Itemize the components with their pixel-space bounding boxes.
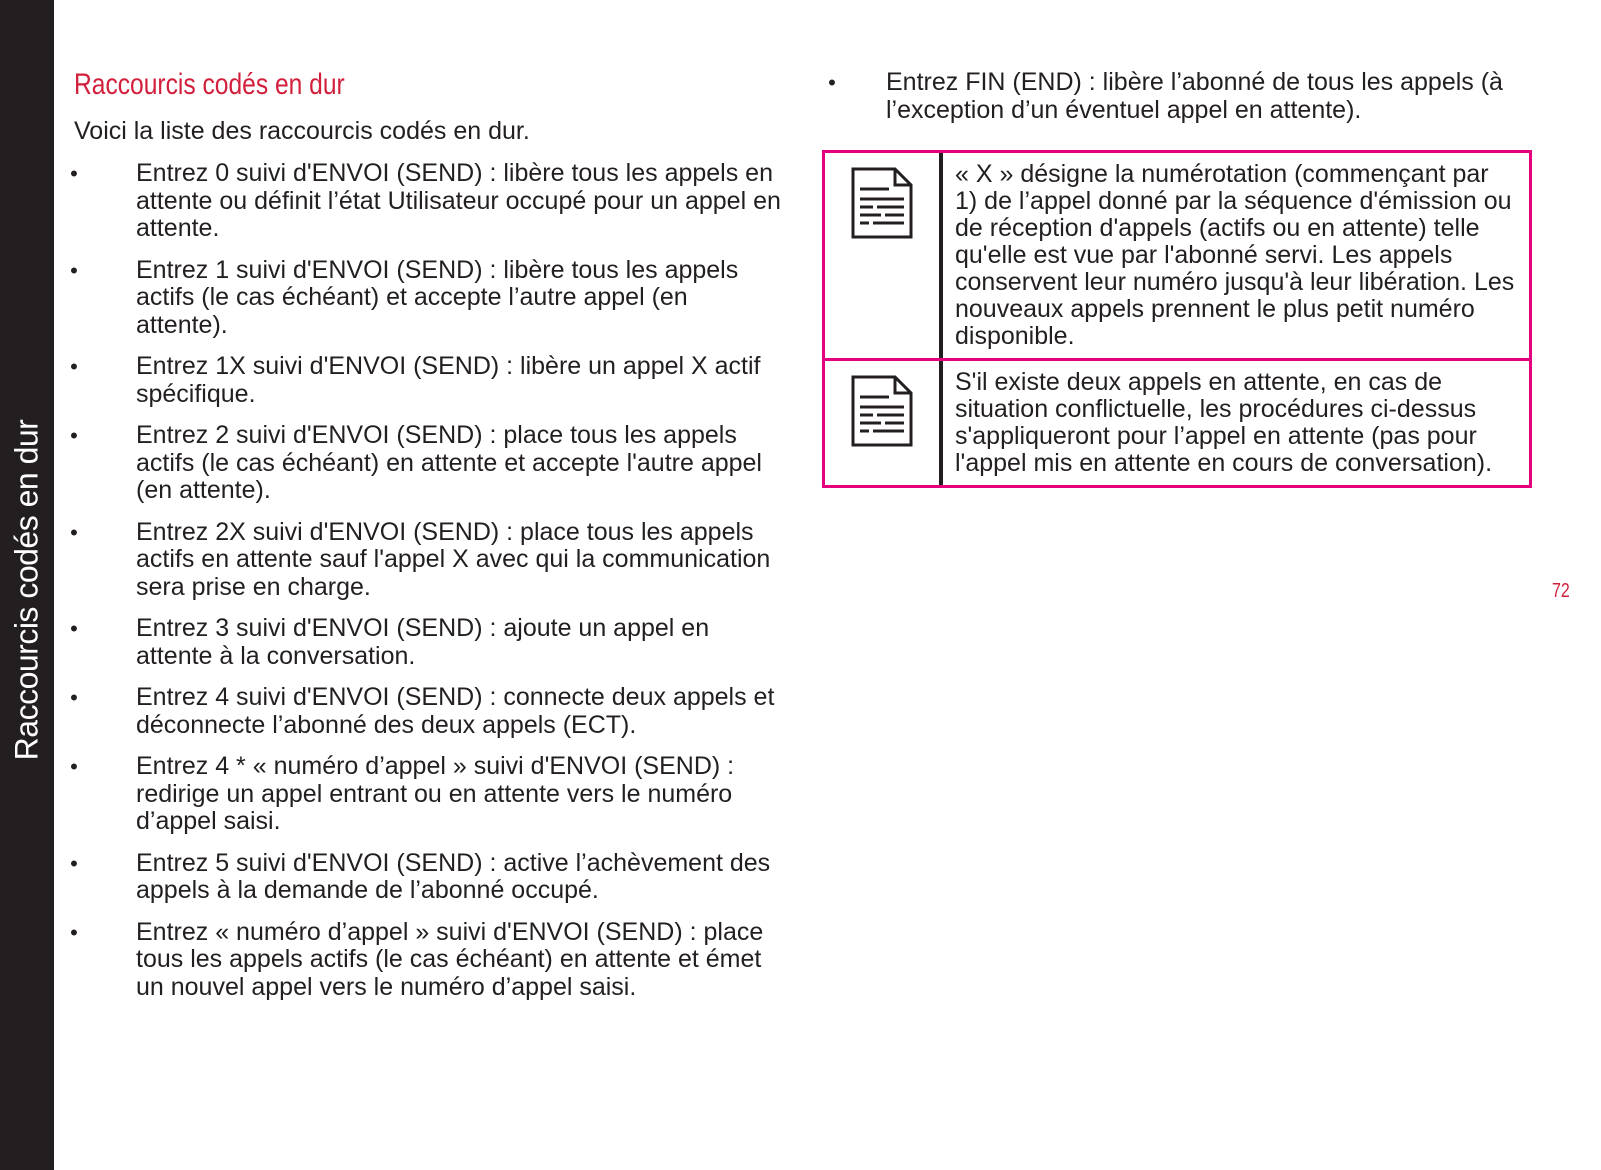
bullet-icon: • <box>70 685 78 710</box>
list-item-text: Entrez 1X suivi d'ENVOI (SEND) : libère un appel X actif spécifique. <box>136 352 761 408</box>
list-item-text: Entrez 0 suivi d'ENVOI (SEND) : libère tous les appels en attente ou définit l’état Utilisateur occupé pour un appel en attente. <box>136 159 781 242</box>
list-item <box>64 422 784 505</box>
bullet-icon: • <box>70 257 78 283</box>
note-icon-cell <box>825 361 943 485</box>
bullet-icon: • <box>828 70 836 95</box>
list-item-text: Entrez 2 suivi d'ENVOI (SEND) : place tous les appels actifs (le cas échéant) en attente et accepte l'autre appel (en attente). <box>136 421 762 504</box>
list-item <box>64 519 784 602</box>
list-item <box>64 919 784 1002</box>
list-item <box>64 850 784 905</box>
page-number: 72 <box>1552 580 1570 602</box>
bullet-icon: • <box>70 519 78 545</box>
note-icon-cell <box>825 153 943 358</box>
list-item <box>64 615 784 670</box>
list-item-text: Entrez 4 * « numéro d’appel » suivi d'ENVOI (SEND) : redirige un appel entrant ou en attente vers le numéro d’appel saisi. <box>136 752 735 835</box>
list-item-text: Entrez 3 suivi d'ENVOI (SEND) : ajoute un appel en attente à la conversation. <box>136 614 710 670</box>
list-item <box>64 684 784 739</box>
list-item-text: Entrez 4 suivi d'ENVOI (SEND) : connecte deux appels et déconnecte l’abonné des deux appels (ECT). <box>136 683 775 739</box>
side-tab-label: Raccourcis codés en dur <box>8 419 45 761</box>
side-tab <box>0 0 54 1170</box>
note-row <box>825 358 1529 485</box>
bullet-icon: • <box>70 850 78 876</box>
list-item-text: Entrez « numéro d’appel » suivi d'ENVOI (SEND) : place tous les appels actifs (le cas échéant) en attente et émet un nouvel appel vers le numéro d’appel saisi. <box>136 917 764 1001</box>
list-item <box>64 257 784 340</box>
list-item <box>64 753 784 836</box>
note-icon <box>851 167 913 244</box>
intro-text: Voici la liste des raccourcis codés en dur. <box>74 117 530 145</box>
shortcut-list <box>64 160 784 1001</box>
note-text: « X » désigne la numérotation (commençant par 1) de l’appel donné par la séquence d'émission ou de réception d'appels (actifs ou en attente) telle qu'elle est vue par l'abonné servi. Les appels conservent leur numéro jusqu'à leur libération. Les nouveaux appels prennent le plus petit numéro disponible. <box>955 160 1515 350</box>
bullet-icon: • <box>70 919 78 945</box>
list-item <box>64 353 784 408</box>
note-row <box>825 153 1529 358</box>
list-item-text: Entrez 2X suivi d'ENVOI (SEND) : place tous les appels actifs en attente sauf l'appel X avec qui la communication sera prise en charge. <box>136 517 771 601</box>
list-item-text: Entrez 5 suivi d'ENVOI (SEND) : active l’achèvement des appels à la demande de l’abonné occupé. <box>136 848 771 904</box>
section-title: Raccourcis codés en dur <box>74 68 345 101</box>
bullet-icon: • <box>70 754 78 779</box>
end-shortcut-text: Entrez FIN (END) : libère l’abonné de tous les appels (à l’exception d’un éventuel appel en attente). <box>886 68 1503 124</box>
notes-table <box>822 150 1532 488</box>
bullet-icon: • <box>70 161 78 186</box>
list-item <box>64 160 784 243</box>
bullet-icon: • <box>70 616 78 641</box>
note-text: S'il existe deux appels en attente, en cas de situation conflictuelle, les procédures ci-dessus s'appliqueront pour l’appel en attente (pas pour l'appel mis en attente en cours de conversation). <box>955 368 1493 477</box>
note-icon <box>851 375 913 452</box>
end-shortcut-item <box>822 69 1601 124</box>
list-item-text: Entrez 1 suivi d'ENVOI (SEND) : libère tous les appels actifs (le cas échéant) et accepte l’autre appel (en attente). <box>136 255 739 339</box>
bullet-icon: • <box>70 423 78 448</box>
bullet-icon: • <box>70 354 78 379</box>
